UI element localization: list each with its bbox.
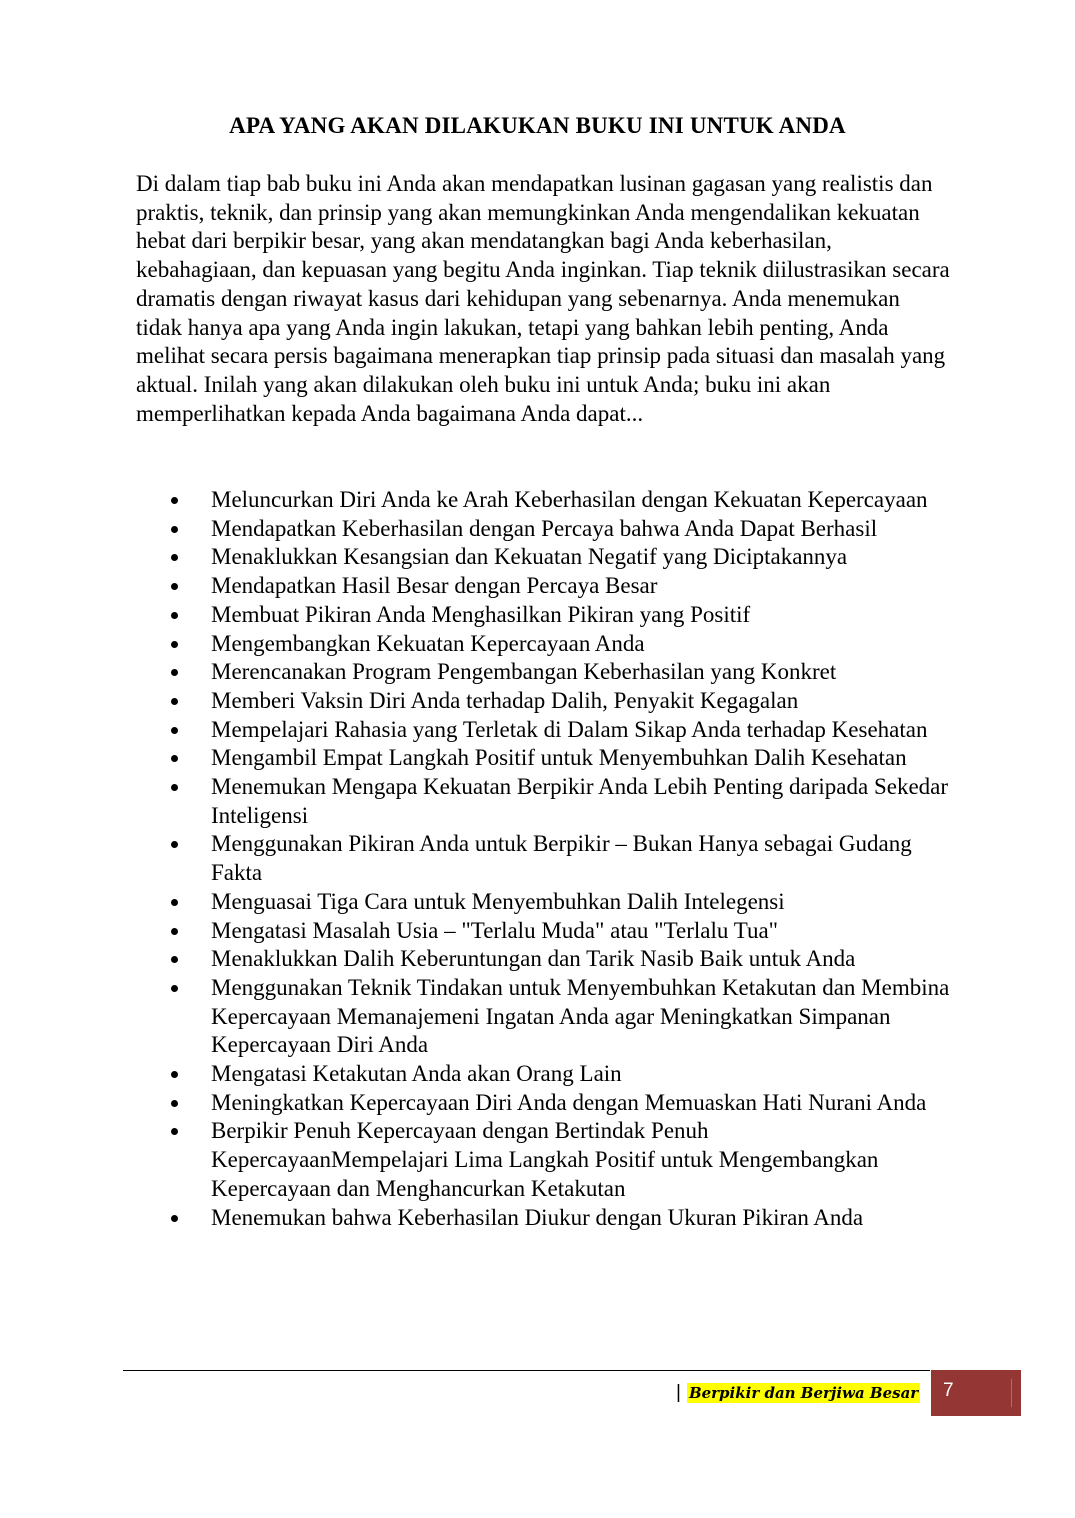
bullet-icon [171,526,178,533]
list-item [136,658,951,687]
bullet-icon [171,784,178,791]
bullet-icon [171,841,178,848]
bullet-icon [171,928,178,935]
list-item [136,888,951,917]
bullet-icon [171,554,178,561]
list-item [136,601,951,630]
list-item [136,1089,951,1118]
list-item [136,1204,951,1233]
list-item [136,687,951,716]
list-item-text: Menguasai Tiga Cara untuk Menyembuhkan Dalih Intelegensi [211,888,785,914]
benefit-list [136,486,951,1232]
list-item-text: Memberi Vaksin Diri Anda terhadap Dalih, Penyakit Kegagalan [211,687,799,713]
bullet-icon [171,641,178,648]
list-item [136,716,951,745]
list-item-text: Menemukan bahwa Keberhasilan Diukur dengan Ukuran Pikiran Anda [211,1204,864,1230]
list-item [136,572,951,601]
bullet-icon [171,583,178,590]
list-item-text: Meningkatkan Kepercayaan Diri Anda dengan Memuaskan Hati Nurani Anda [211,1089,927,1115]
list-item-text: Meluncurkan Diri Anda ke Arah Keberhasilan dengan Kekuatan Kepercayaan [211,487,928,512]
bullet-icon [171,497,178,504]
bullet-icon [171,1128,178,1135]
list-item-text: Mengembangkan Kekuatan Kepercayaan Anda [211,630,645,656]
list-item-text: Membuat Pikiran Anda Menghasilkan Pikiran yang Positif [211,601,751,627]
list-item [136,486,951,515]
list-item-text: Menemukan Mengapa Kekuatan Berpikir Anda Lebih Penting daripada Sekedar Inteligensi [211,774,949,828]
bullet-icon [171,985,178,992]
page-number-box [931,1370,1021,1416]
bullet-icon [171,1215,178,1222]
list-item [136,830,951,887]
bullet-icon [171,1100,178,1107]
bullet-icon [171,698,178,705]
list-item [136,1060,951,1089]
footer-book-title: Berpikir dan Berjiwa Besar [688,1384,919,1402]
list-item [136,974,951,1060]
list-item [136,744,951,773]
bullet-icon [171,669,178,676]
list-item-text: Menaklukkan Dalih Keberuntungan dan Tarik Nasib Baik untuk Anda [211,946,856,972]
list-item-text: Berpikir Penuh Kepercayaan dengan Bertindak Penuh KepercayaanMempelajari Lima Langkah Positif untuk Mengembangkan Kepercayaan dan Menghancurkan Ketakutan [211,1118,879,1201]
bullet-icon [171,899,178,906]
list-item-text: Mempelajari Rahasia yang Terletak di Dalam Sikap Anda terhadap Kesehatan [211,716,928,742]
list-item-text: Mendapatkan Keberhasilan dengan Percaya bahwa Anda Dapat Berhasil [211,515,878,541]
page-heading: APA YANG AKAN DILAKUKAN BUKU INI UNTUK ANDA [229,113,846,138]
list-item [136,945,951,974]
bullet-icon [171,612,178,619]
bullet-icon [171,1071,178,1078]
list-item [136,543,951,572]
list-item-text: Mendapatkan Hasil Besar dengan Percaya Besar [211,573,658,599]
list-item-text: Mengatasi Masalah Usia – "Terlalu Muda" atau "Terlalu Tua" [211,917,779,943]
footer-separator: | [676,1382,681,1403]
list-item-text: Menggunakan Pikiran Anda untuk Berpikir – Bukan Hanya sebagai Gudang Fakta [211,831,912,886]
bullet-icon [171,727,178,734]
list-item [136,917,951,946]
intro-paragraph: Di dalam tiap bab buku ini Anda akan mendapatkan lusinan gagasan yang realistis dan praktis, teknik, dan prinsip yang akan memungkinkan Anda mengendalikan kekuatan hebat dari berpikir besar, yang akan mendatangkan bagi Anda keberhasilan, kebahagiaan, dan kepuasan yang begitu Anda inginkan. Tiap teknik diilustrasikan secara dramatis dengan riwayat kasus dari kehidupan yang sebenarnya. Anda menemukan tidak hanya apa yang Anda ingin lakukan, tetapi yang bahkan lebih penting, Anda melihat secara persis bagaimana menerapkan tiap prinsip pada situasi dan masalah yang aktual. Inilah yang akan dilakukan oleh buku ini untuk Anda; buku ini akan memperlihatkan kepada Anda bagaimana Anda dapat... [136,171,950,426]
list-item [136,773,951,830]
page-footer [676,1370,920,1416]
page-box-divider [1011,1379,1012,1407]
bullet-icon [171,956,178,963]
list-item-text: Merencanakan Program Pengembangan Keberhasilan yang Konkret [211,659,837,685]
list-item [136,630,951,659]
page-number: 7 [943,1380,954,1401]
list-item-text: Mengambil Empat Langkah Positif untuk Menyembuhkan Dalih Kesehatan [211,745,907,771]
list-item-text: Menggunakan Teknik Tindakan untuk Menyembuhkan Ketakutan dan Membina Kepercayaan Memanajemeni Ingatan Anda agar Meningkatkan Simpanan Kepercayaan Diri Anda [211,974,950,1058]
list-item-text: Menaklukkan Kesangsian dan Kekuatan Negatif yang Diciptakannya [211,544,848,570]
list-item-text: Mengatasi Ketakutan Anda akan Orang Lain [211,1061,622,1087]
bullet-icon [171,755,178,762]
list-item [136,515,951,544]
list-item [136,1117,951,1203]
